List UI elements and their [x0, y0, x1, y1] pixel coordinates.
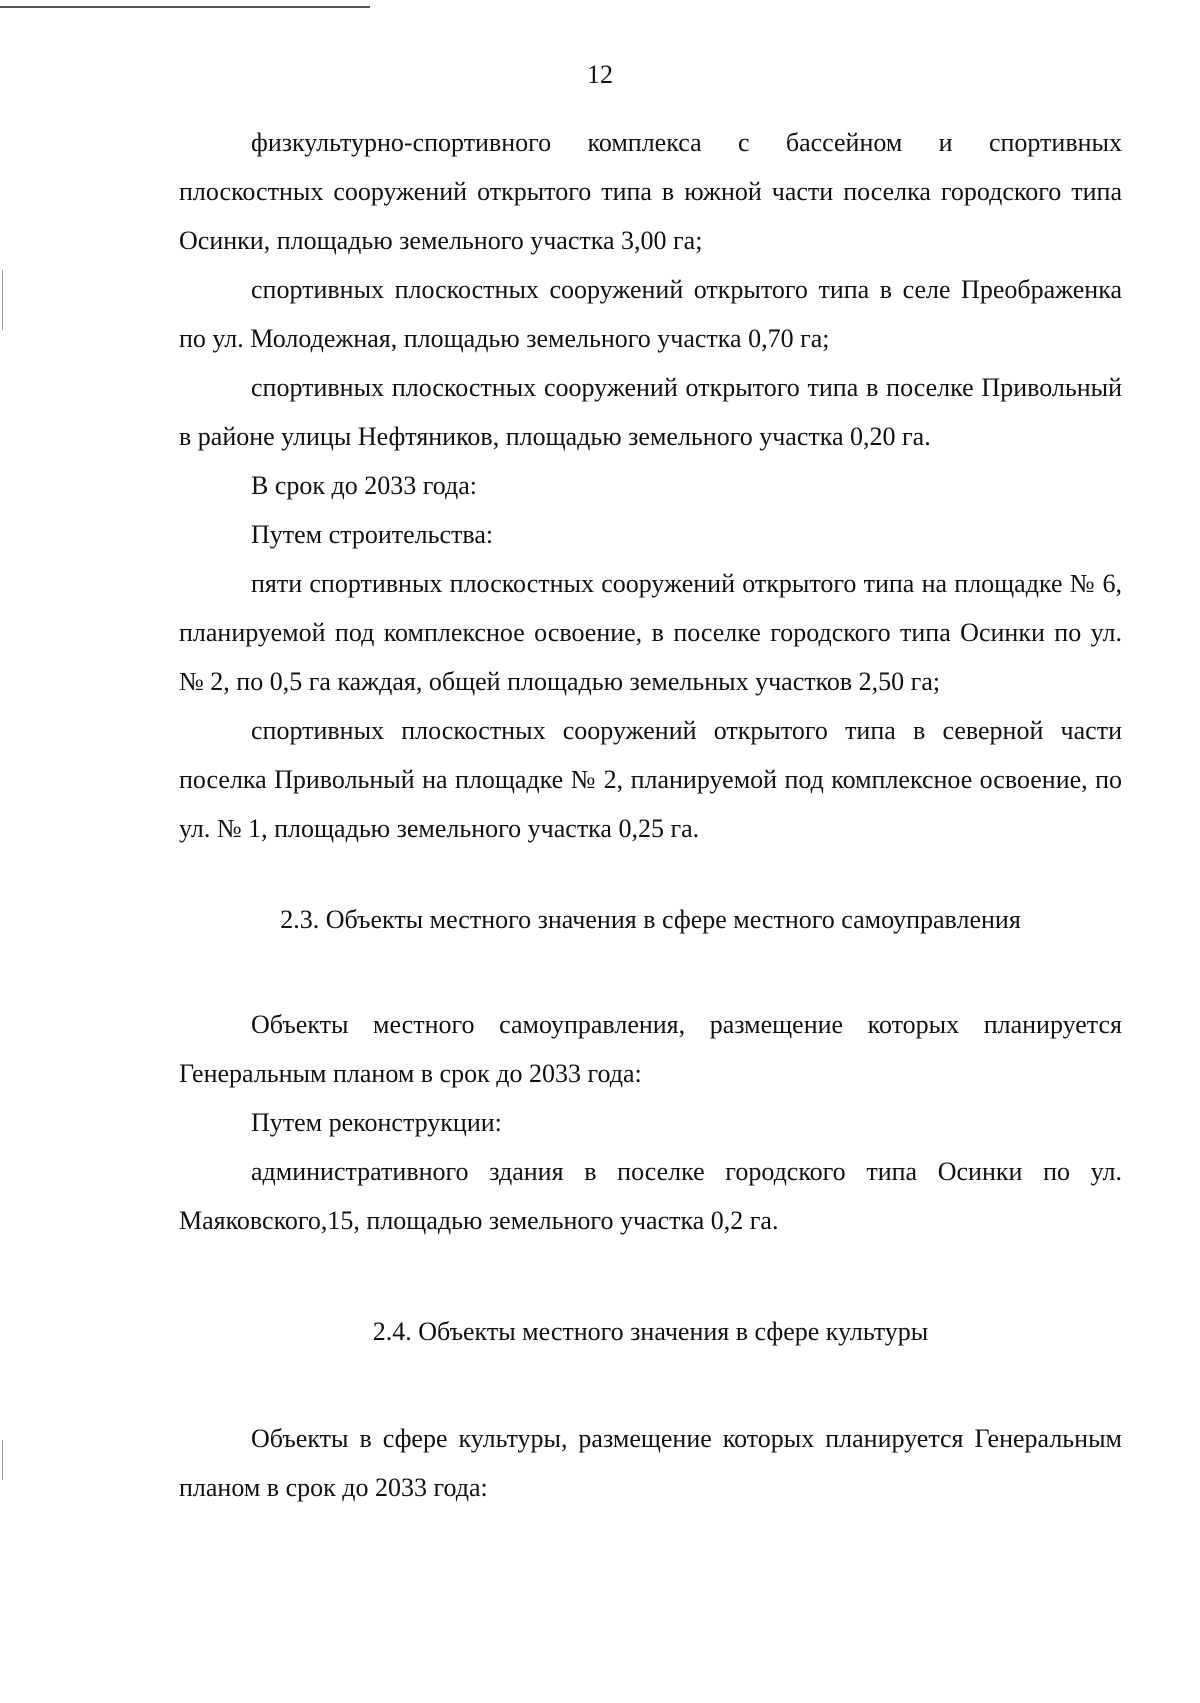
section-heading-2-3: 2.3. Объекты местного значения в сфере местного самоуправления — [280, 905, 1021, 934]
paragraph: спортивных плоскостных сооружений открытого типа в поселке Привольный в районе улицы Нефтяников, площадью земельного участка 0,20 га. — [179, 373, 1122, 451]
scan-artifact-mark — [2, 1440, 3, 1480]
spacer — [179, 944, 1122, 1000]
section-heading-2-4: 2.4. Объекты местного значения в сфере культуры — [372, 1317, 929, 1346]
paragraph: спортивных плоскостных сооружений открытого типа в селе Преображенка по ул. Молодежная, площадью земельного участка 0,70 га; — [179, 275, 1122, 353]
spacer — [179, 853, 1122, 895]
page-number: 12 — [587, 60, 613, 89]
paragraph: пяти спортивных плоскостных сооружений открытого типа на площадке № 6, планируемой под комплексное освоение, в поселке городского типа Осинки по ул. № 2, по 0,5 га каждая, общей площадью земельных участков 2,50 га; — [179, 569, 1122, 696]
paragraph: В срок до 2033 года: — [251, 471, 478, 500]
scan-artifact-mark — [2, 270, 3, 330]
paragraph: Путем строительства: — [251, 520, 494, 549]
spacer — [179, 1245, 1122, 1307]
paragraph: административного здания в поселке городского типа Осинки по ул. Маяковского,15, площадью земельного участка 0,2 га. — [179, 1157, 1122, 1235]
scan-artifact-line — [0, 6, 370, 8]
spacer — [179, 1356, 1122, 1414]
paragraph: Объекты в сфере культуры, размещение которых планируется Генеральным планом в срок до 2033 года: — [179, 1424, 1122, 1502]
document-body — [179, 118, 1122, 1512]
paragraph: спортивных плоскостных сооружений открытого типа в северной части поселка Привольный на площадке № 2, планируемой под комплексное освоение, по ул. № 1, площадью земельного участка 0,25 га. — [179, 716, 1122, 843]
paragraph: Путем реконструкции: — [251, 1108, 502, 1137]
paragraph: Объекты местного самоуправления, размещение которых планируется Генеральным планом в срок до 2033 года: — [179, 1010, 1122, 1088]
paragraph: физкультурно-спортивного комплекса с бассейном и спортивных плоскостных сооружений открытого типа в южной части поселка городского типа Осинки, площадью земельного участка 3,00 га; — [179, 128, 1122, 255]
